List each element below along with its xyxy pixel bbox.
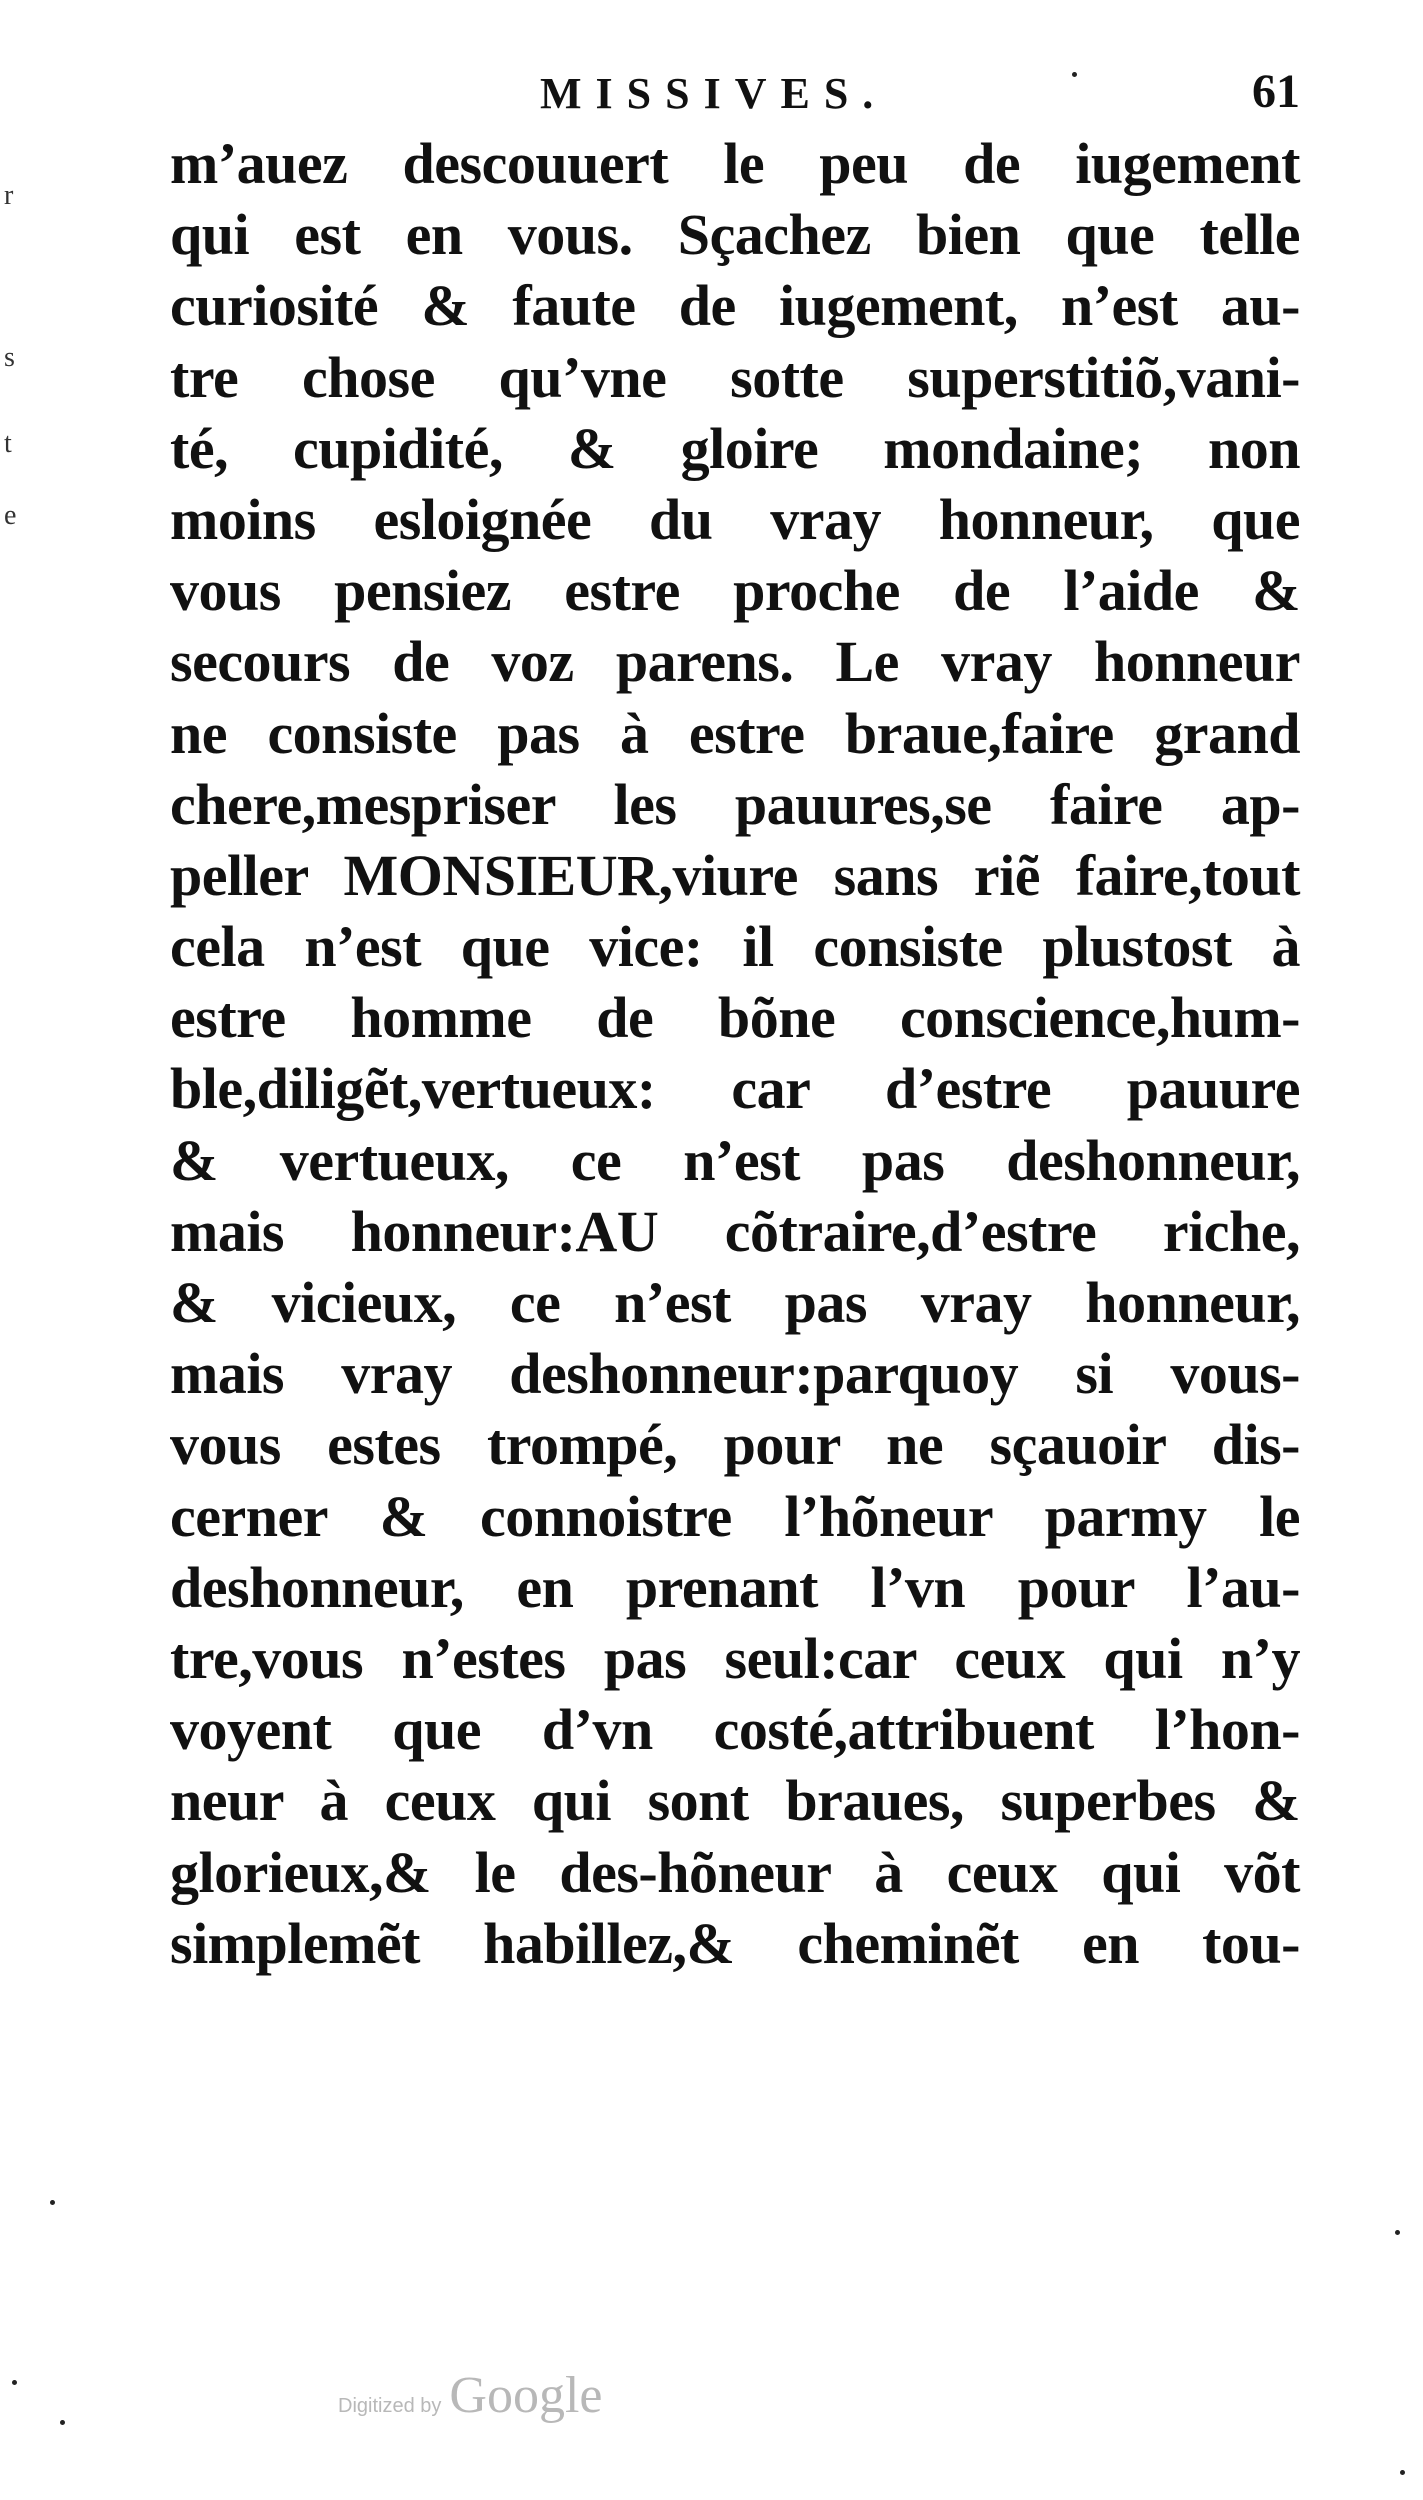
watermark-prefix: Digitized by bbox=[338, 2395, 442, 2417]
text-line: m’auez descouuert le peu de iugement bbox=[170, 131, 1300, 196]
text-line: tre chose qu’vne sotte superstitiõ,vani- bbox=[170, 344, 1300, 410]
text-line: & vicieux, ce n’est pas vray honneur, bbox=[170, 1270, 1300, 1335]
text-line: moins esloignée du vray honneur, que bbox=[170, 486, 1300, 552]
ink-speck bbox=[60, 2420, 65, 2425]
text-line: neur à ceux qui sont braues, superbes & bbox=[170, 1768, 1300, 1834]
page-number: 61 bbox=[1252, 65, 1300, 118]
margin-mark: s bbox=[4, 342, 15, 373]
text-line: glorieux,& le des-hõneur à ceux qui võt bbox=[170, 1839, 1300, 1905]
text-line: ble,diligẽt,vertueux: car d’estre pauure bbox=[170, 1056, 1300, 1122]
ink-speck bbox=[12, 2380, 17, 2385]
text-line: té, cupidité, & gloire mondaine; non bbox=[170, 415, 1300, 481]
text-line: cela n’est que vice: il consiste plustost à bbox=[170, 914, 1300, 980]
ink-speck bbox=[50, 2200, 55, 2205]
ink-speck bbox=[1395, 2230, 1400, 2235]
text-line: vous pensiez estre proche de l’aide & bbox=[170, 558, 1300, 624]
text-line: peller MONSIEUR,viure sans riẽ faire,tout bbox=[170, 842, 1300, 908]
digitized-watermark bbox=[338, 2366, 602, 2425]
text-line: tre,vous n’estes pas seul:car ceux qui n’y bbox=[170, 1625, 1300, 1691]
text-line: deshonneur, en prenant l’vn pour l’au- bbox=[170, 1554, 1300, 1620]
margin-mark: e bbox=[4, 500, 17, 531]
text-line: cerner & connoistre l’hõneur parmy le bbox=[170, 1483, 1300, 1549]
text-line: voyent que d’vn costé,attribuent l’hon- bbox=[170, 1697, 1300, 1763]
margin-mark: t bbox=[4, 428, 12, 459]
text-line: & vertueux, ce n’est pas deshonneur, bbox=[170, 1127, 1300, 1193]
text-line: secours de voz parens. Le vray honneur bbox=[170, 629, 1300, 695]
text-line: ne consiste pas à estre braue,faire grand bbox=[170, 700, 1300, 766]
text-line: curiosité & faute de iugement, n’est au- bbox=[170, 273, 1300, 339]
left-margin-bleedthrough bbox=[0, 0, 30, 2500]
text-line: chere,mespriser les pauures,se faire ap- bbox=[170, 771, 1300, 837]
running-title: MISSIVES. bbox=[540, 69, 888, 118]
text-line: simplemẽt habillez,& cheminẽt en tou- bbox=[170, 1910, 1300, 1976]
text-line: qui est en vous. Sçachez bien que telle bbox=[170, 202, 1300, 268]
body-text bbox=[170, 128, 1300, 1979]
watermark-brand: Google bbox=[449, 2367, 603, 2424]
ink-speck bbox=[1072, 72, 1077, 77]
text-line: mais vray deshonneur:parquoy si vous- bbox=[170, 1341, 1300, 1407]
text-line: vous estes trompé, pour ne sçauoir dis- bbox=[170, 1412, 1300, 1478]
text-line: estre homme de bõne conscience,hum- bbox=[170, 985, 1300, 1051]
margin-mark: r bbox=[4, 180, 14, 211]
text-line: mais honneur:AU cõtraire,d’estre riche, bbox=[170, 1198, 1300, 1264]
ink-speck bbox=[1400, 2470, 1405, 2475]
